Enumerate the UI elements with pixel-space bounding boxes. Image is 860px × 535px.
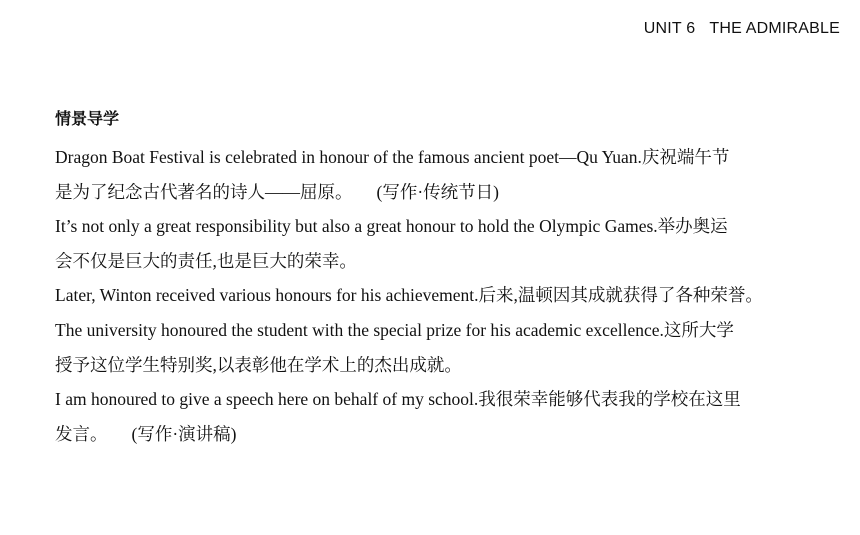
sentence-line: 会不仅是巨大的责任,也是巨大的荣幸。 <box>55 250 357 271</box>
source-note: (写作·传统节日) <box>376 181 499 202</box>
example-sentences <box>55 140 825 451</box>
sentence-line: 授予这位学生特别奖,以表彰他在学术上的杰出成就。 <box>55 354 462 375</box>
sentence-line: It’s not only a great responsibility but also a great honour to hold the Olympic Games.举办奥运 <box>55 216 728 237</box>
unit-title: THE ADMIRABLE <box>709 20 840 37</box>
sentence-line: I am honoured to give a speech here on behalf of my school.我很荣幸能够代表我的学校在这里 <box>55 389 741 410</box>
source-note: (写作·演讲稿) <box>131 423 237 444</box>
section-title: 情景导学 <box>55 109 120 128</box>
sentence-line: 是为了纪念古代著名的诗人——屈原。 (写作·传统节日) <box>55 181 499 202</box>
sentence-line: Dragon Boat Festival is celebrated in honour of the famous ancient poet—Qu Yuan.庆祝端午节 <box>55 147 730 167</box>
sentence-line: Later, Winton received various honours for his achievement.后来,温顿因其成就获得了各种荣誉。 <box>55 285 763 306</box>
unit-number: UNIT 6 <box>643 20 696 37</box>
sentence-line: The university honoured the student with the special prize for his academic excellence.这所大学 <box>55 319 734 340</box>
sentence-line: 发言。 (写作·演讲稿) <box>55 423 237 444</box>
unit-header <box>644 20 840 38</box>
